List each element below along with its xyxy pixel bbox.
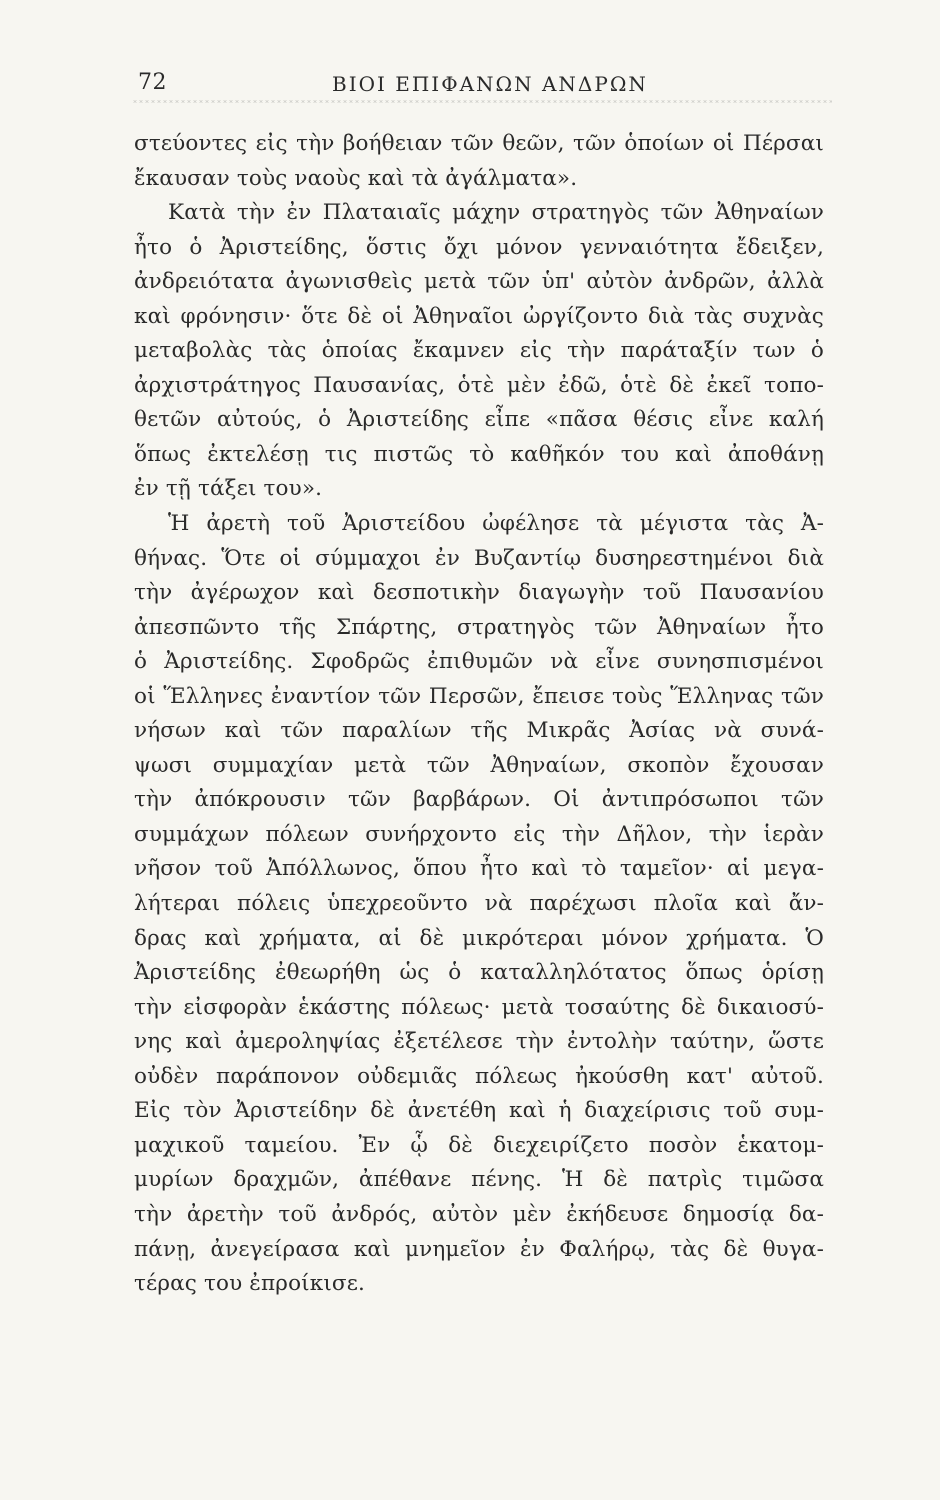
text-line: ὁ Ἀριστείδης. Σφοδρῶς ἐπιθυμῶν νὰ εἶνε συνησπισμένοι [134, 649, 824, 675]
text-line: Ἀριστείδης ἐθεωρήθη ὡς ὁ καταλληλότατος ὅπως ὁρίσῃ [134, 960, 824, 986]
text-line: μυρίων δραχμῶν, ἀπέθανε πένης. Ἡ δὲ πατρὶς τιμῶσα [134, 1167, 824, 1193]
text-line: ἦτο ὁ Ἀριστείδης, ὅστις ὄχι μόνον γενναιότητα ἔδειξεν, [134, 234, 824, 260]
text-line: νήσων καὶ τῶν παραλίων τῆς Μικρᾶς Ἀσίας νὰ συνά- [134, 718, 824, 744]
text-line: στεύοντες εἰς τὴν βοήθειαν τῶν θεῶν, τῶν ὁποίων οἱ Πέρσαι [134, 131, 824, 156]
text-line: θετῶν αὐτούς, ὁ Ἀριστείδης εἶπε «πᾶσα θέσις εἶνε καλή [134, 407, 824, 433]
page-header [132, 68, 832, 102]
text-line: πάνῃ, ἀνεγείρασα καὶ μνημεῖον ἐν Φαλήρῳ, τὰς δὲ θυγα- [134, 1236, 824, 1262]
text-line: τὴν εἰσφορὰν ἑκάστης πόλεως· μετὰ τοσαύτης δὲ δικαιοσύ- [134, 994, 824, 1020]
text-line: δρας καὶ χρήματα, αἱ δὲ μικρότεραι μόνον χρήματα. Ὁ [134, 925, 824, 951]
text-line: ἀρχιστράτηγος Παυσανίας, ὁτὲ μὲν ἐδῶ, ὁτὲ δὲ ἐκεῖ τοπο- [134, 372, 824, 398]
text-line: ἀπεσπῶντο τῆς Σπάρτης, στρατηγὸς τῶν Ἀθηναίων ἦτο [134, 614, 824, 640]
text-line: μαχικοῦ ταμείου. Ἐν ᾧ δὲ διεχειρίζετο ποσὸν ἑκατομ- [134, 1132, 824, 1158]
text-line: Ἡ ἀρετὴ τοῦ Ἀριστείδου ὠφέλησε τὰ μέγιστα τὰς Ἀ- [168, 511, 824, 537]
text-line: ἀνδρειότατα ἀγωνισθεὶς μετὰ τῶν ὑπ' αὐτὸν ἀνδρῶν, ἀλλὰ [134, 269, 824, 295]
text-line: μεταβολὰς τὰς ὁποίας ἔκαμνεν εἰς τὴν παράταξίν των ὁ [134, 338, 824, 364]
text-line: Εἰς τὸν Ἀριστείδην δὲ ἀνετέθη καὶ ἡ διαχείρισις τοῦ συμ- [134, 1098, 824, 1124]
text-line: νης καὶ ἀμεροληψίας ἐξετέλεσε τὴν ἐντολὴν ταύτην, ὥστε [134, 1029, 824, 1055]
text-line: οὐδὲν παράπονον οὐδεμιᾶς πόλεως ἠκούσθη κατ' αὐτοῦ. [134, 1063, 824, 1089]
header-rule [132, 100, 832, 103]
text-line: Κατὰ τὴν ἐν Πλαταιαῖς μάχην στρατηγὸς τῶν Ἀθηναίων [168, 200, 824, 226]
text-line: ψωσι συμμαχίαν μετὰ τῶν Ἀθηναίων, σκοπὸν ἔχουσαν [134, 752, 824, 778]
text-line: νῆσον τοῦ Ἀπόλλωνος, ὅπου ἦτο καὶ τὸ ταμεῖον· αἱ μεγα- [134, 856, 824, 882]
text-line: τέρας του ἐπροίκισε. [134, 1271, 366, 1297]
text-line: ἔκαυσαν τοὺς ναοὺς καὶ τὰ ἀγάλματα». [134, 165, 578, 191]
text-line: οἱ Ἕλληνες ἐναντίον τῶν Περσῶν, ἔπεισε τοὺς Ἕλληνας τῶν [134, 683, 824, 709]
text-line: λήτεραι πόλεις ὑπεχρεοῦντο νὰ παρέχωσι πλοῖα καὶ ἄν- [134, 891, 824, 917]
running-title: ΒΙΟΙ ΕΠΙΦΑΝΩΝ ΑΝΔΡΩΝ [332, 72, 648, 96]
text-line: συμμάχων πόλεων συνήρχοντο εἰς τὴν Δῆλον, τὴν ἱερὰν [134, 821, 824, 847]
text-line: ἐν τῇ τάξει του». [134, 476, 323, 502]
text-line: τὴν ἀγέρωχον καὶ δεσποτικὴν διαγωγὴν τοῦ Παυσανίου [134, 580, 824, 606]
text-line: τὴν ἀπόκρουσιν τῶν βαρβάρων. Οἱ ἀντιπρόσωποι τῶν [134, 787, 824, 813]
body-text [134, 127, 824, 1302]
text-line: θήνας. Ὅτε οἱ σύμμαχοι ἐν Βυζαντίῳ δυσηρεστημένοι διὰ [134, 545, 824, 571]
page-number: 72 [138, 70, 167, 95]
text-line: ὅπως ἐκτελέσῃ τις πιστῶς τὸ καθῆκόν του καὶ ἀποθάνῃ [134, 441, 824, 467]
text-line: καὶ φρόνησιν· ὅτε δὲ οἱ Ἀθηναῖοι ὠργίζοντο διὰ τὰς συχνὰς [134, 303, 824, 329]
text-line: τὴν ἀρετὴν τοῦ ἀνδρός, αὐτὸν μὲν ἐκήδευσε δημοσίᾳ δα- [134, 1201, 824, 1227]
